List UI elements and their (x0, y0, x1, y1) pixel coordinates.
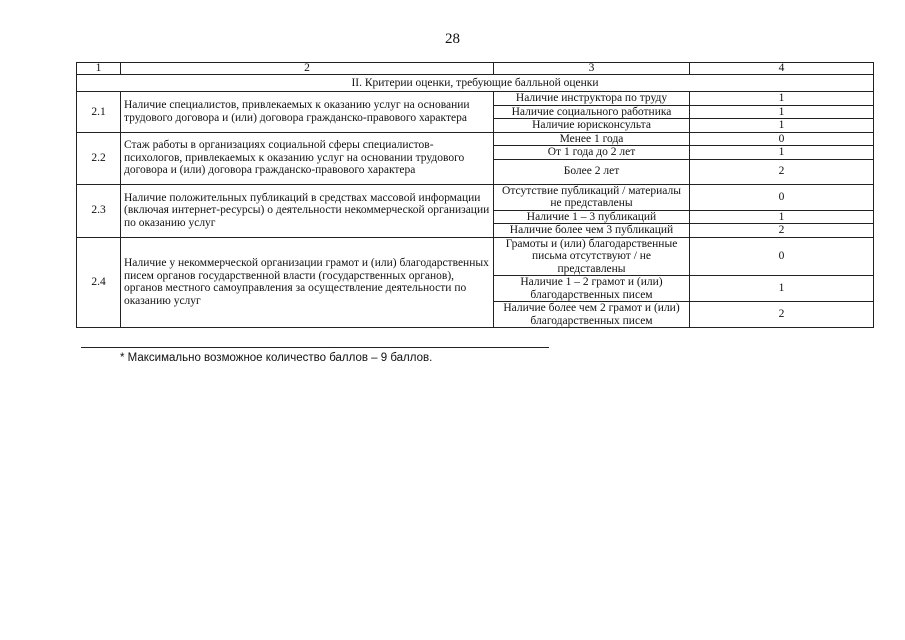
criterion-text: Наличие у некоммерческой организации грамот и (или) благодарственных писем органов государственной власти (государственных органов), органов местного самоуправления за осуществление деятельности по оказанию услуг (121, 237, 494, 328)
option-label: Наличие социального работника (494, 105, 690, 119)
option-score: 0 (690, 237, 874, 276)
row-number: 2.4 (77, 237, 121, 328)
column-number-3: 3 (494, 63, 690, 75)
option-score: 1 (690, 210, 874, 224)
option-score: 1 (690, 119, 874, 133)
table-row (77, 184, 874, 210)
option-label: Наличие 1 – 2 грамот и (или) благодарственных писем (494, 276, 690, 302)
column-number-2: 2 (121, 63, 494, 75)
option-score: 0 (690, 132, 874, 146)
criterion-text: Наличие положительных публикаций в средствах массовой информации (включая интернет-ресурсы) о деятельности некоммерческой организации по оказанию услуг (121, 184, 494, 237)
option-label: Наличие более чем 2 грамот и (или) благодарственных писем (494, 302, 690, 328)
option-score: 2 (690, 224, 874, 238)
option-label: Менее 1 года (494, 132, 690, 146)
table-row (77, 132, 874, 146)
option-label: Наличие инструктора по труду (494, 92, 690, 106)
option-score: 0 (690, 184, 874, 210)
option-label: Наличие 1 – 3 публикаций (494, 210, 690, 224)
option-label: Наличие более чем 3 публикаций (494, 224, 690, 238)
criterion-text: Стаж работы в организациях социальной сферы специалистов-психологов, привлекаемых к оказанию услуг на основании трудового договора и (или) договора гражданско-правового характера (121, 132, 494, 184)
footnote-separator (81, 347, 549, 348)
option-score: 1 (690, 92, 874, 106)
criterion-text: Наличие специалистов, привлекаемых к оказанию услуг на основании трудового договора и (или) договора гражданско-правового характера (121, 92, 494, 133)
column-number-1: 1 (77, 63, 121, 75)
page-number: 28 (445, 31, 460, 47)
table-header-row (77, 63, 874, 75)
option-score: 1 (690, 146, 874, 160)
option-score: 1 (690, 276, 874, 302)
option-label: Отсутствие публикаций / материалы не представлены (494, 184, 690, 210)
row-number: 2.2 (77, 132, 121, 184)
section-title-row (77, 75, 874, 92)
option-label: Более 2 лет (494, 159, 690, 184)
option-label: От 1 года до 2 лет (494, 146, 690, 160)
option-score: 2 (690, 302, 874, 328)
option-label: Грамоты и (или) благодарственные письма отсутствуют / не представлены (494, 237, 690, 276)
option-score: 2 (690, 159, 874, 184)
column-number-4: 4 (690, 63, 874, 75)
table-row (77, 237, 874, 276)
option-label: Наличие юрисконсульта (494, 119, 690, 133)
criteria-table (76, 62, 874, 328)
row-number: 2.3 (77, 184, 121, 237)
row-number: 2.1 (77, 92, 121, 133)
section-title: II. Критерии оценки, требующие балльной оценки (77, 75, 874, 92)
footnote: * Максимально возможное количество баллов – 9 баллов. (120, 352, 433, 364)
table-row (77, 92, 874, 106)
option-score: 1 (690, 105, 874, 119)
